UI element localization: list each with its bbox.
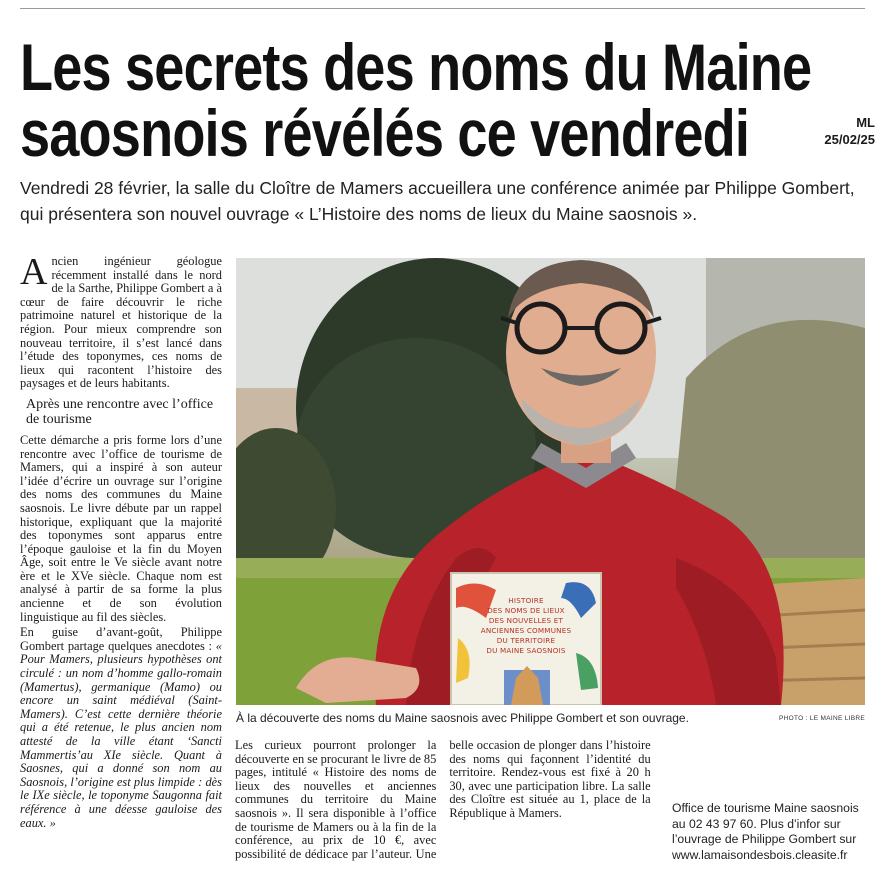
photo-illustration	[236, 258, 865, 705]
caption-text: À la découverte des noms du Maine saosnois avec Philippe Gombert et son ouvrage.	[236, 711, 689, 725]
book-title-line-5: DU TERRITOIRE	[496, 636, 556, 645]
paragraph-book: Les curieux pourront prolonger la découverte en se procurant le livre de 85 pages, intitulé « Histoire des noms de lieux des nouvelles et anciennes communes du territoire du Maine saosnois ». Il sera disponible à l’office de tourisme de Mamers ou à la fin de la conférence, au prix de 10 €, avec possibilité de dédicace par l’auteur. Une belle occasion de plonger dans l’histoire des noms qui façonnent l’identité du territoire. Rendez-vous est fixé à 20 h 30, avec une participation libre. La salle des Cloître est située au 1, place de la République à Mamers.	[235, 738, 651, 861]
photo-credit: PHOTO : LE MAINE LIBRE	[779, 715, 865, 722]
book-title-line-3: DES NOUVELLES ET	[488, 616, 564, 625]
photo-caption	[236, 709, 865, 727]
top-rule	[20, 8, 865, 9]
book-cover	[451, 573, 601, 705]
column-1	[20, 251, 222, 830]
byline-date: 25/02/25	[824, 132, 875, 147]
paragraph-intro: ncien ingénieur géologue récemment installé dans le nord de la Sarthe, Philippe Gombert a à cœur de faire découvrir le riche patrimoine naturel et historique de la région. Pour mieux comprendre son nouveau territoire, il s’est lancé dans l’étude des toponymes, ces noms de lieux qui racontent l’histoire des paysages et de leurs habitants.	[20, 254, 222, 391]
byline-initials: ML	[856, 115, 875, 130]
headline	[20, 30, 812, 170]
headline-line-2: saosnois révélés ce vendredi	[20, 96, 750, 170]
byline	[795, 114, 875, 148]
headline-line-1: Les secrets des noms du Maine	[20, 30, 812, 104]
anecdotes-quote: « Pour Mamers, plusieurs hypothèses ont circulé : un nom d’homme gallo-romain (Mamertus), germanique (Mamo) ou encore un saint médiéval (Saint-Mamers). C’est cette dernière théorie qui a été retenue, le plus ancien nom attesté de la ville étant ‘Sancti Mammertis’au XIe siècle. Quant à Saosnes, qui a donné son nom au Saosnois, l’origine est plus limpide : dès le IXe siècle, le toponyme Saugonna fait référence à une déesse gauloise des eaux. »	[20, 638, 222, 830]
anecdotes-intro: En guise d’avant-goût, Philippe Gombert partage quelques anecdotes :	[20, 625, 222, 653]
info-box: Office de tourisme Maine saosnois au 02 43 97 60. Plus d’infor sur l’ouvrage de Philippe Gombert sur www.lamaisondesbois.cleasite.fr	[672, 801, 859, 862]
paragraph-meeting: Cette démarche a pris forme lors d’une rencontre avec l’office de tourisme de Mamers, qui a inspiré à son auteur l’idée d’écrire un ouvrage sur l’origine des noms des communes du Maine saosnois. Le livre débute par un rappel historique, expliquant que la majorité des toponymes sont apparus entre l’époque gauloise et la fin du Moyen Âge, soit entre le Ve siècle avant notre ère et le XVe siècle. Chaque nom est analysé à partir de sa forme la plus ancienne et de son évolution linguistique au fil des siècles.	[20, 432, 222, 624]
lead-paragraph: Vendredi 28 février, la salle du Cloître de Mamers accueillera une conférence animée par Philippe Gombert, qui présentera son nouvel ouvrage « L’Histoire des noms de lieux du Maine saosnois ».	[20, 178, 855, 224]
book-title-line-2: DES NOMS DE LIEUX	[487, 606, 565, 615]
book-title-line-1: HISTOIRE	[508, 596, 544, 605]
paragraph-anecdotes	[20, 626, 222, 830]
subheading: Après une rencontre avec l’office de tourisme	[26, 396, 214, 428]
book-title-line-4: ANCIENNES COMMUNES	[480, 626, 572, 635]
article-photo	[236, 258, 865, 705]
book-title-line-6: DU MAINE SAOSNOIS	[486, 646, 566, 655]
drop-cap: A	[20, 251, 48, 293]
